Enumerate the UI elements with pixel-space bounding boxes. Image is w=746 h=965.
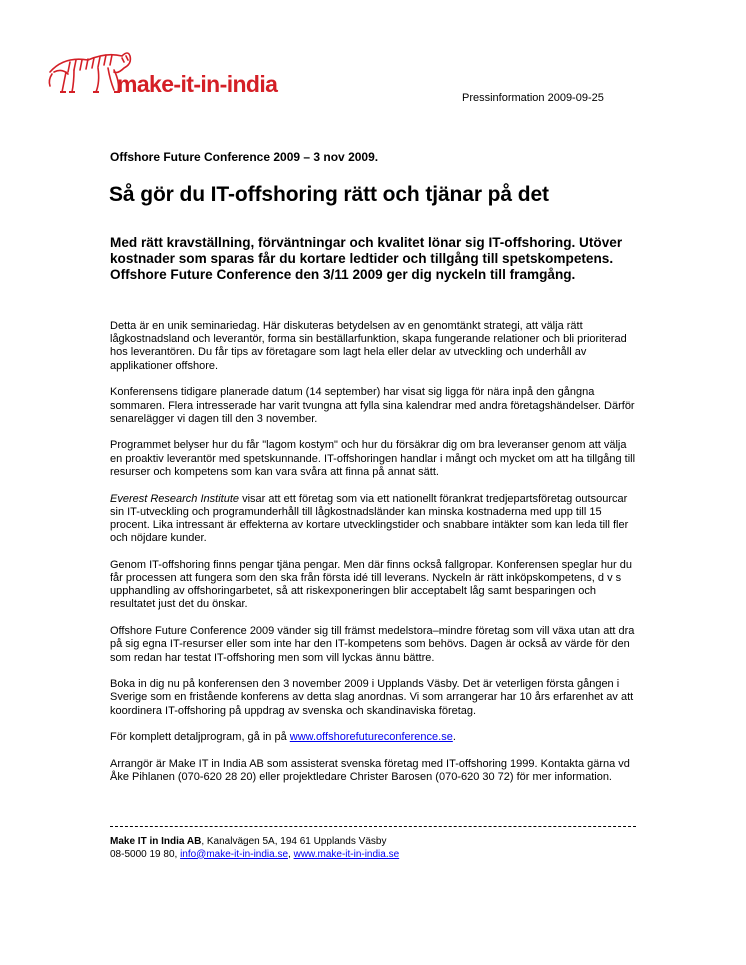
footer-separator: , <box>288 848 294 860</box>
program-suffix: . <box>452 731 456 744</box>
paragraph: Detta är en unik seminariedag. Här diskuteras betydelsen av en genomtänkt strategi, att välja rätt lågkostnadsland och leverantör, forma sin beställarfunktion, skapa fungerande relationer och bli prioriterad hos leverantören. Du får tips av företagare som lagt hela eller delar av utveckling och underhåll av applikationer offshore. <box>110 320 627 372</box>
lead-paragraph: Med rätt kravställning, förväntningar och kvalitet lönar sig IT-offshoring. Utöver kostnader som sparas får du kortare ledtider och tillgång till spetskompetens. Offshore Future Conference den 3/11 2009 ger dig nyckeln till framgång. <box>110 235 623 282</box>
footer-divider <box>110 826 636 827</box>
program-paragraph <box>110 731 640 744</box>
event-line: Offshore Future Conference 2009 – 3 nov 2009. <box>110 150 379 164</box>
article-body <box>110 320 640 798</box>
email-link[interactable]: info@make-it-in-india.se <box>180 848 289 860</box>
footer-address: , Kanalvägen 5A, 194 61 Upplands Väsby <box>201 836 387 847</box>
footer-address-line <box>110 836 399 849</box>
paragraph: Offshore Future Conference 2009 vänder sig till främst medelstora–mindre företag som vill växa utan att dra på sig egna IT-resurser eller som inte har den IT-kompetens som behövs. Dagen är också av värde för den som redan har testat IT-offshoring men som vill lyckas ännu bättre. <box>110 625 635 664</box>
footer-company: Make IT in India AB <box>110 836 202 847</box>
company-logo <box>44 42 294 102</box>
conference-link[interactable]: www.offshorefutureconference.se <box>289 731 453 744</box>
website-link[interactable]: www.make-it-in-india.se <box>293 848 400 860</box>
paragraph: Konferensens tidigare planerade datum (14 september) har visat sig ligga för nära inpå den gångna sommaren. Flera intresserade har varit tvungna att fylla sina kalendrar med andra företagshändelser. Därför senarelägger vi dagen till den 3 november. <box>110 386 635 425</box>
program-prefix: För komplett detaljprogram, gå in på <box>110 731 290 744</box>
press-date: Pressinformation 2009-09-25 <box>462 92 604 104</box>
institute-name: Everest Research Institute <box>110 492 240 505</box>
brand-name: make-it-in-india <box>117 71 278 97</box>
organizer-paragraph: Arrangör är Make IT in India AB som assisterat svenska företag med IT-offshoring 1999. Kontakta gärna vd Åke Pihlanen (070-620 28 20) eller projektledare Christer Barosen (070-620 30 72) för mer information. <box>110 758 630 784</box>
paragraph: Programmet belyser hur du får "lagom kostym" och hur du försäkrar dig om bra leveranser genom att välja en proaktiv leverantör med spetskunnande. IT-offshoringen handlar i mångt och mycket om att ha tillgång till resurser och kompetens som kan vara svåra att finna på annat sätt. <box>110 439 636 478</box>
paragraph: Genom IT-offshoring finns pengar tjäna pengar. Men där finns också fallgropar. Konferensen speglar hur du får processen att fungera som den ska från första idé till leverans. Nyckeln är rätt inköpskompetens, d v s upphandling av offshoringarbetet, så att riskexponeringen blir acceptabelt låg samt besparingen och resultatet just det du önskar. <box>110 558 633 611</box>
paragraph-everest <box>110 493 640 546</box>
paragraph-text: visar att ett företag som via ett nationellt förankrat tredjepartsföretag outsourcar sin IT-utveckling och programunderhåll till lågkostnadsländer kan minska kostnaderna med upp till 15 procent. Lika intressant är effekterna av kortare utvecklingstider och snabbare intäkter som kan leda till fler och nöjdare kunder. <box>110 492 629 545</box>
paragraph: Boka in dig nu på konferensen den 3 november 2009 i Upplands Väsby. Det är veterligen första gången i Sverige som en fristående konferens av detta slag anordnas. Vi som arrangerar har 10 års erfarenhet av att koordinera IT-offshoring på uppdrag av svenska och skandinaviska företag. <box>110 678 634 717</box>
page-title: Så gör du IT-offshoring rätt och tjänar på det <box>109 183 549 206</box>
footer-contact-line <box>110 849 399 862</box>
footer <box>110 836 399 861</box>
footer-phone: 08-5000 19 80, <box>110 848 181 860</box>
